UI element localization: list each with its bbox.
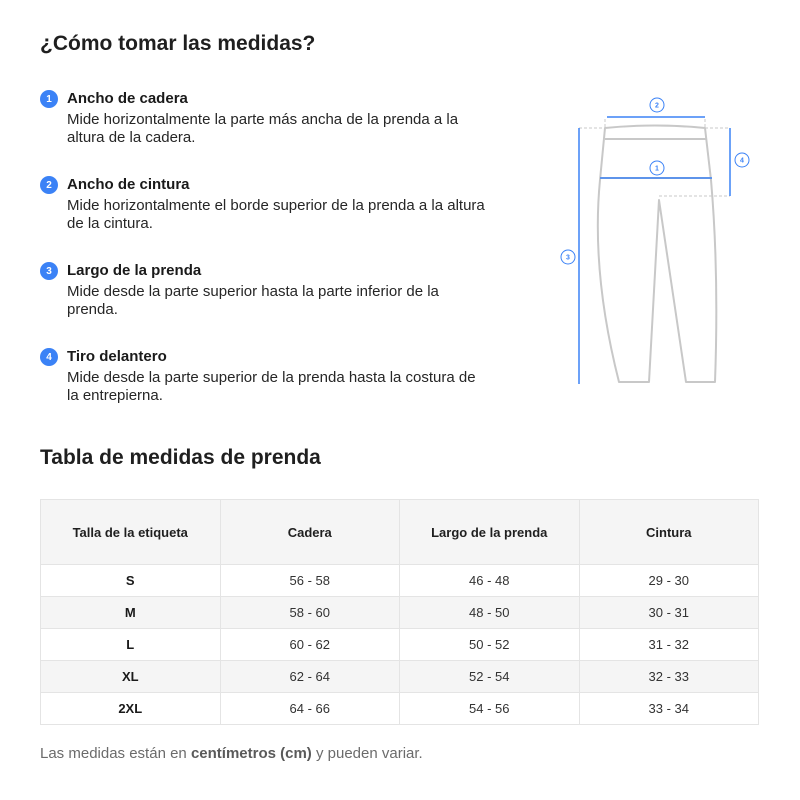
header-size-label: Talla de la etiqueta [41,500,221,565]
step-title: Tiro delantero [67,348,167,365]
marker-2-icon [650,98,664,112]
table-row [41,565,759,597]
page-title: ¿Cómo tomar las medidas? [40,32,316,55]
table-row [41,693,759,725]
step-number-badge: 4 [40,348,58,366]
waist-cell: 30 - 31 [579,597,759,629]
header-hip: Cadera [220,500,400,565]
size-cell: M [41,597,221,629]
table-row [41,629,759,661]
size-table-title: Tabla de medidas de prenda [40,446,321,469]
table-row [41,597,759,629]
marker-4-icon [735,153,749,167]
footnote-text-start: Las medidas están en [40,745,191,762]
svg-text:1: 1 [655,165,659,173]
hip-cell: 60 - 62 [220,629,400,661]
step-number-badge: 3 [40,262,58,280]
header-length: Largo de la prenda [400,500,580,565]
table-row [41,661,759,693]
hip-cell: 64 - 66 [220,693,400,725]
step-description: Mide desde la parte superior de la prenda hasta la costura de la entrepierna. [67,369,476,404]
step-garment-length [40,260,490,346]
size-cell: XL [41,661,221,693]
waist-cell: 29 - 30 [579,565,759,597]
footnote-text-end: y pueden variar. [311,745,423,762]
step-front-rise [40,346,490,432]
svg-text:4: 4 [740,157,744,165]
measurement-steps [40,88,490,432]
pants-measurement-diagram [555,92,760,392]
step-waist-width [40,174,490,260]
length-cell: 54 - 56 [400,693,580,725]
step-title: Ancho de cintura [67,176,190,193]
size-cell: L [41,629,221,661]
step-number-badge: 2 [40,176,58,194]
length-cell: 50 - 52 [400,629,580,661]
size-cell: S [41,565,221,597]
length-cell: 48 - 50 [400,597,580,629]
step-title: Ancho de cadera [67,90,188,107]
step-number-badge: 1 [40,90,58,108]
footnote [40,745,423,762]
svg-text:3: 3 [566,254,570,262]
step-title: Largo de la prenda [67,262,202,279]
step-description: Mide horizontalmente el borde superior de la prenda a la altura de la cintura. [67,197,485,232]
hip-cell: 58 - 60 [220,597,400,629]
step-description: Mide horizontalmente la parte más ancha de la prenda a la altura de la cadera. [67,111,459,146]
footnote-unit: centímetros (cm) [190,745,312,762]
hip-cell: 62 - 64 [220,661,400,693]
marker-3-icon [561,250,575,264]
waist-cell: 31 - 32 [579,629,759,661]
hip-cell: 56 - 58 [220,565,400,597]
step-hip-width [40,88,490,174]
table-header-row [41,500,759,565]
waist-cell: 32 - 33 [579,661,759,693]
step-description: Mide desde la parte superior hasta la parte inferior de la prenda. [67,283,439,318]
size-table [40,499,759,725]
svg-text:2: 2 [655,102,659,110]
length-cell: 46 - 48 [400,565,580,597]
marker-1-icon [650,161,664,175]
size-cell: 2XL [41,693,221,725]
length-cell: 52 - 54 [400,661,580,693]
header-waist: Cintura [579,500,759,565]
waist-cell: 33 - 34 [579,693,759,725]
